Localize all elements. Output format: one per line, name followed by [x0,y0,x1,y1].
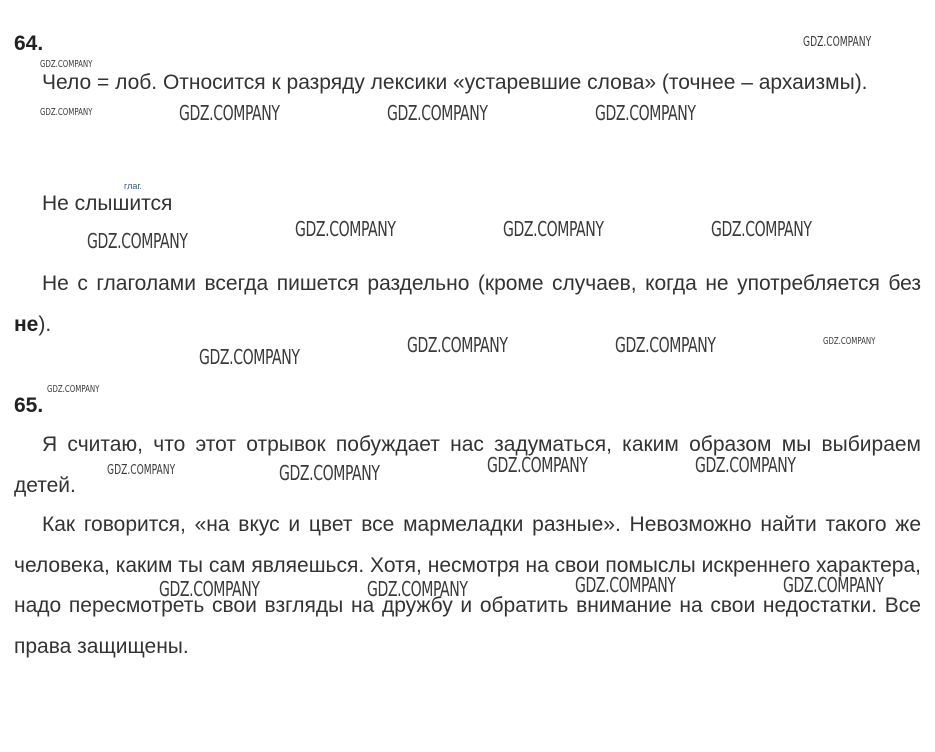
task-number-65: 65. [14,394,44,417]
watermark: GDZ.COMPANY [487,453,588,477]
watermark: GDZ.COMPANY [159,577,260,601]
watermark: GDZ.COMPANY [803,35,872,50]
watermark: GDZ.COMPANY [40,107,93,118]
watermark: GDZ.COMPANY [87,229,188,253]
watermark: GDZ.COMPANY [783,573,884,597]
paragraph-3-text-start: Не с глаголами всегда пишется раздельно (кроме случаев, когда не употребляется без [42,272,921,295]
task-65-paragraph-2: Как говорится, «на вкус и цвет все мармеладки разные». Невозможно найти такого же человека, каким ты сам являешься. Хотя, несмотря на свои помыслы искреннего характера, надо пересмотреть свои взгляды на дружбу и обратить внимание на свои недостатки. Все права защищены. [14,513,921,658]
task-64-paragraph-2: Не слышится [42,192,173,215]
watermark: GDZ.COMPANY [295,217,396,241]
watermark: GDZ.COMPANY [179,101,280,125]
watermark: GDZ.COMPANY [503,217,604,241]
watermark: GDZ.COMPANY [279,461,380,485]
watermark: GDZ.COMPANY [711,217,812,241]
watermark: GDZ.COMPANY [615,333,716,357]
paragraph-3-text-end: ). [38,312,52,336]
watermark: GDZ.COMPANY [695,453,796,477]
task-64-paragraph-1: Чело = лоб. Относится к разряду лексики «устаревшие слова» (точнее – архаизмы). [42,71,868,94]
watermark: GDZ.COMPANY [407,333,508,357]
watermark: GDZ.COMPANY [575,573,676,597]
watermark: GDZ.COMPANY [823,336,876,347]
task-number-64: 64. [14,32,44,55]
watermark: GDZ.COMPANY [199,345,300,369]
watermark: GDZ.COMPANY [387,101,488,125]
task-64-paragraph-3 [14,264,921,345]
task-65-paragraph-1: Я считаю, что этот отрывок побуждает нас задуматься, каким образом мы выбираем детей. [14,433,921,497]
watermark: GDZ.COMPANY [367,577,468,601]
watermark: GDZ.COMPANY [595,101,696,125]
watermark: GDZ.COMPANY [107,463,176,478]
watermark: GDZ.COMPANY [47,384,100,395]
grammar-annotation: глаг. [124,181,143,191]
bold-particle-ne: не [14,312,39,336]
watermark: GDZ.COMPANY [40,59,93,70]
